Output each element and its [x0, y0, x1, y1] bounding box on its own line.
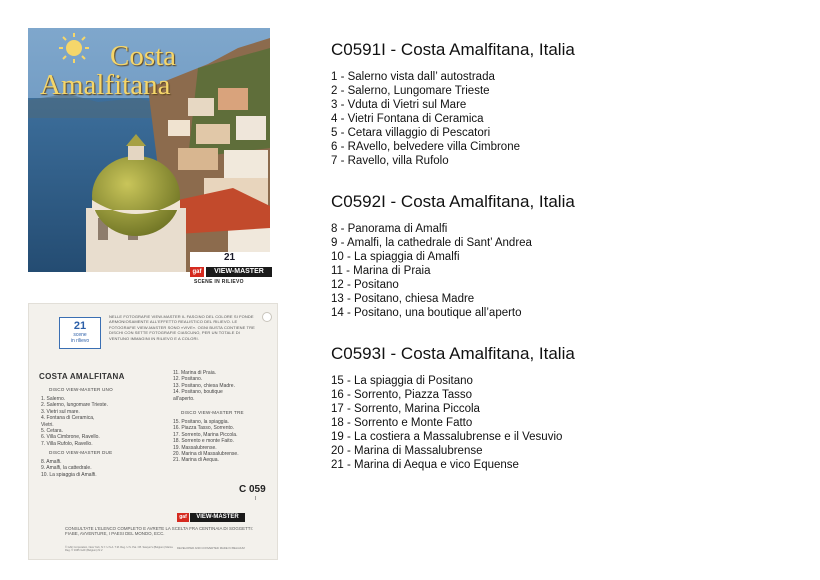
list-item: 6. Villa Cimbrone, Ravello.: [41, 434, 100, 441]
packet-code-suffix: I: [255, 496, 257, 502]
disc-one-heading: DISCO VIEW-MASTER UNO: [49, 387, 113, 392]
list-item: 17 - Sorrento, Marina Piccola: [331, 403, 480, 415]
list-item: Vietri.: [41, 421, 54, 428]
list-item: 21. Marina di Aequa.: [173, 457, 219, 464]
hanger-hole: [262, 312, 272, 322]
front-cover: [28, 28, 270, 285]
list-item: 7 - Ravello, villa Rufolo: [331, 155, 449, 167]
section-c0591: [331, 40, 801, 168]
disc-two-heading: DISCO VIEW-MASTER DUE: [49, 450, 113, 455]
viewmaster-logo: VIEW-MASTER: [206, 267, 272, 277]
list-item: 6 - RAvello, belvedere villa Cimbrone: [331, 141, 520, 153]
list-item: 9 - Amalfi, la cathedrale di Sant’ Andrea: [331, 237, 532, 249]
back-cover: [28, 303, 278, 560]
scene-list: [331, 374, 801, 472]
copyright-fine-print: © GAF Corporation, New York, N.Y. U.S.A. T.M. Reg. U.S. Pat. Off. Sawyer's (Belgium) Marca Reg. ® 1965 GAF (Belgium) N.V.: [65, 546, 173, 553]
back-intro-text: NELLE FOTOGRAFIE VIEW-MASTER IL FASCINO DEL COLORE SI FONDE ARMONIOSAMENTE ALL'EFFETTO REALISTICO DEL RILIEVO. LE FOTOGRAFIE VIEW-MASTER SONO «VIVE». OGNI BUSTA CONTIENE TRE DISCHI CON SETTE FOTOGRAFIE CIASCUNO, PER UN TOTALE DI VENTUNO IMMAGINI IN RILIEVO E A COLORI.: [109, 314, 255, 341]
scene-list: [331, 222, 801, 320]
disc-three-list: [173, 419, 239, 464]
list-item: 8. Amalfi.: [41, 459, 62, 465]
section-title: C0591I - Costa Amalfitana, Italia: [331, 40, 575, 59]
section-title: C0592I - Costa Amalfitana, Italia: [331, 192, 575, 211]
list-item: 15. Positano, la spiaggia.: [173, 419, 229, 425]
list-item: 15 - La spiaggia di Positano: [331, 375, 473, 387]
cover-title-line1: Costa: [110, 40, 177, 72]
list-item: 20. Marina di Massalubrense.: [173, 451, 239, 458]
list-item: 7. Villa Rufolo, Ravello.: [41, 440, 93, 447]
section-title: C0593I - Costa Amalfitana, Italia: [331, 344, 575, 363]
scene-count: 21: [224, 252, 236, 263]
list-item: 12 - Positano: [331, 279, 399, 291]
list-item: 8 - Panorama di Amalfi: [331, 223, 448, 235]
list-item: 11 - Marina di Praia: [331, 265, 431, 277]
packet-code: C 059: [239, 484, 266, 495]
consult-text: CONSULTATE L'ELENCO COMPLETO E AVRETE LA SCELTA FRA CENTINAIA DI SOGGETTI: FIABE, AVVENTURE, I PAESI DEL MONDO, ECC.: [65, 526, 253, 537]
viewmaster-logo: VIEW-MASTER: [190, 513, 245, 522]
badge-line1: scene: [73, 332, 87, 338]
list-item: 3. Vietri sul mare.: [41, 408, 80, 415]
list-item: 13. Positano, chiesa Madre.: [173, 382, 235, 389]
cover-subtitle: SCENE IN RILIEVO: [194, 279, 244, 285]
disc-three-heading: DISCO VIEW-MASTER TRE: [181, 410, 244, 415]
list-item: 16. Piazza Tasso, Sorrento.: [173, 425, 235, 432]
gaf-logo: gaf: [177, 513, 189, 522]
badge-line2: in rilievo: [70, 338, 90, 344]
list-item: 9. Amalfi, la cattedrale.: [41, 465, 92, 472]
section-c0592: [331, 192, 801, 320]
list-item: 14. Positano, boutique: [173, 389, 223, 396]
section-c0593: [331, 344, 801, 472]
list-item: 5. Cetara.: [41, 428, 63, 435]
scene-list: [331, 70, 801, 168]
list-item: 1 - Salerno vista dall’ autostrada: [331, 71, 495, 83]
list-item: 17. Sorrento, Marina Piccola.: [173, 431, 238, 438]
gaf-logo: gaf: [190, 267, 204, 277]
list-item: 18 - Sorrento e Monte Fatto: [331, 417, 473, 429]
back-title: COSTA AMALFITANA: [39, 372, 125, 381]
manufacture-fine-print: DEVELOPED AND CONVERTED MADE IN BELGIUM: [177, 546, 245, 550]
list-item: all'aperto.: [173, 395, 195, 402]
list-item: 21 - Marina di Aequa e vico Equense: [331, 459, 519, 471]
disc-two-continued-list: [173, 370, 235, 402]
list-item: 19. Massalubrense.: [173, 444, 217, 451]
cover-title-line2: Amalfitana: [40, 69, 171, 101]
list-item: 1. Salerno.: [41, 396, 66, 402]
list-item: 18. Sorrento e monte Faito.: [173, 438, 234, 445]
list-item: 5 - Cetara villaggio di Pescatori: [331, 127, 491, 139]
list-item: 10 - La spiaggia di Amalfi: [331, 251, 460, 263]
list-item: 11. Marina di Praia.: [173, 370, 216, 376]
list-item: 12. Positano.: [173, 376, 203, 383]
back-scene-badge: [59, 317, 101, 349]
list-item: 13 - Positano, chiesa Madre: [331, 293, 475, 305]
list-item: 2 - Salerno, Lungomare Trieste: [331, 85, 490, 97]
list-item: 14 - Positano, una boutique all’aperto: [331, 307, 522, 319]
list-item: 10. La spiaggia di Amalfi.: [41, 471, 97, 478]
list-item: 4. Fontana di Ceramica,: [41, 415, 95, 422]
disc-two-list: [41, 459, 97, 478]
list-item: 4 - Vietri Fontana di Ceramica: [331, 113, 484, 125]
list-item: 2. Salerno, lungomare Trieste.: [41, 402, 108, 409]
badge-number: 21: [73, 320, 87, 332]
list-item: 3 - Vduta di Vietri sul Mare: [331, 99, 467, 111]
disc-one-list: [41, 396, 108, 447]
list-item: 19 - La costiera a Massalubrense e il Vesuvio: [331, 431, 563, 443]
list-item: 20 - Marina di Massalubrense: [331, 445, 483, 457]
list-item: 16 - Sorrento, Piazza Tasso: [331, 389, 473, 401]
